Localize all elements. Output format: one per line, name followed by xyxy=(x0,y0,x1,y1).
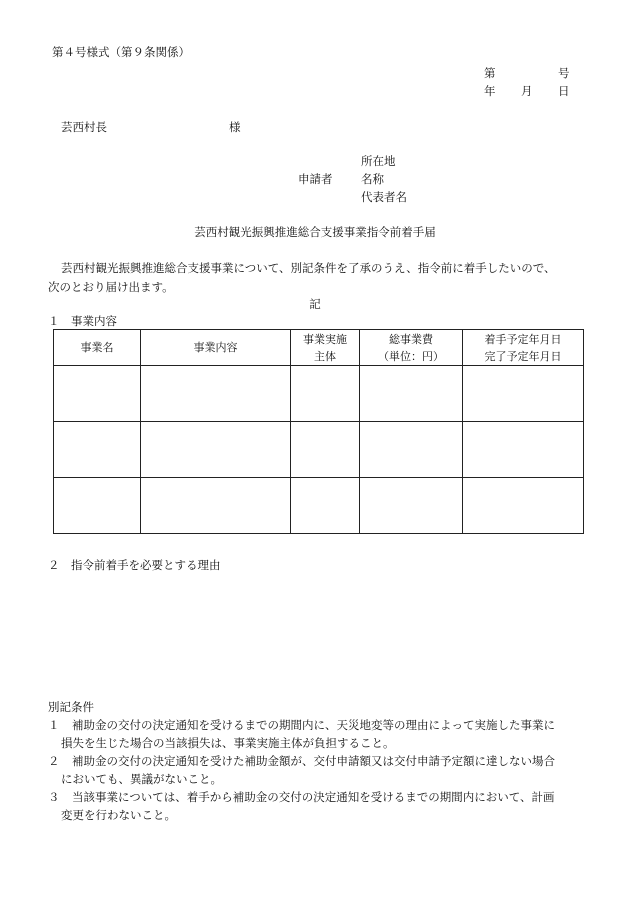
header-business-content: 事業内容 xyxy=(141,330,291,366)
addressee-name: 芸西村長 xyxy=(61,120,107,134)
table-cell[interactable] xyxy=(54,478,141,534)
table-cell[interactable] xyxy=(54,366,141,422)
doc-number-dai: 第 xyxy=(484,66,496,80)
applicant-label: 申請者 xyxy=(298,172,333,186)
table-cell[interactable] xyxy=(463,366,584,422)
table-cell[interactable] xyxy=(360,478,463,534)
body-line-2: 次のとおり届け出ます。 xyxy=(48,280,174,294)
table-cell[interactable] xyxy=(360,422,463,478)
header-business-name: 事業名 xyxy=(54,330,141,366)
business-content-table xyxy=(53,329,584,534)
table-cell[interactable] xyxy=(463,422,584,478)
condition-2-line-1: 補助金の交付の決定通知を受けた補助金額が、交付申請額又は交付申請予定額に達しない場合 xyxy=(72,754,555,768)
section-2-heading: ２ 指令前着手を必要とする理由 xyxy=(48,558,221,572)
applicant-rep-label: 代表者名 xyxy=(361,190,407,204)
table-cell[interactable] xyxy=(54,422,141,478)
table-header-row xyxy=(54,330,584,366)
doc-number-go: 号 xyxy=(558,66,570,80)
header-implementing-entity: 事業実施 主体 xyxy=(291,330,360,366)
table-cell[interactable] xyxy=(291,366,360,422)
applicant-address-label: 所在地 xyxy=(361,154,396,168)
table-cell[interactable] xyxy=(141,478,291,534)
form-number: 第４号様式（第９条関係） xyxy=(52,45,190,59)
condition-3-number: ３ xyxy=(48,790,60,804)
table-cell[interactable] xyxy=(291,422,360,478)
table-cell[interactable] xyxy=(141,366,291,422)
date-month: 月 xyxy=(521,84,533,98)
condition-2-number: ２ xyxy=(48,754,60,768)
body-line-1: 芸西村観光振興推進総合支援事業について、別記条件を了承のうえ、指令前に着手したいので、 xyxy=(61,261,556,275)
date-day: 日 xyxy=(558,84,570,98)
date-year: 年 xyxy=(484,84,496,98)
header-schedule-dates: 着手予定年月日 完了予定年月日 xyxy=(463,330,584,366)
table-cell[interactable] xyxy=(463,478,584,534)
document-title: 芸西村観光振興推進総合支援事業指令前着手届 xyxy=(194,225,436,239)
condition-3-line-1: 当該事業については、着手から補助金の交付の決定通知を受けるまでの期間内において、計画 xyxy=(72,790,555,804)
conditions-title: 別記条件 xyxy=(48,700,94,714)
table-cell[interactable] xyxy=(360,366,463,422)
condition-3-line-2: 変更を行わないこと。 xyxy=(61,808,176,822)
section-1-heading: １ 事業内容 xyxy=(48,314,117,328)
addressee-sama: 様 xyxy=(229,120,241,134)
ki-heading: 記 xyxy=(309,297,321,311)
table-row xyxy=(54,478,584,534)
header-total-cost: 総事業費 （単位：円） xyxy=(360,330,463,366)
condition-1-line-2: 損失を生じた場合の当該損失は、事業実施主体が負担すること。 xyxy=(61,736,395,750)
table-cell[interactable] xyxy=(291,478,360,534)
condition-1-line-1: 補助金の交付の決定通知を受けるまでの期間内に、天災地変等の理由によって実施した事業に xyxy=(72,718,555,732)
table-row xyxy=(54,422,584,478)
table-cell[interactable] xyxy=(141,422,291,478)
table-row xyxy=(54,366,584,422)
condition-1-number: １ xyxy=(48,718,60,732)
condition-2-line-2: においても、異議がないこと。 xyxy=(61,772,222,786)
applicant-name-label: 名称 xyxy=(361,172,384,186)
